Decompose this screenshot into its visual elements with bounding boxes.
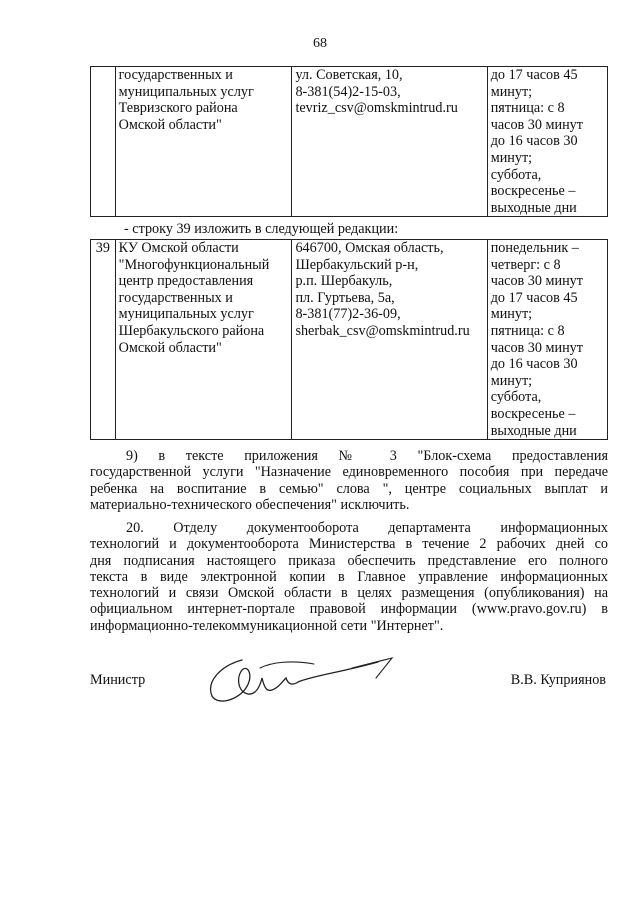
hours-line: четверг: с 8 (490, 256, 561, 273)
institution-name-cell (115, 240, 292, 440)
name-line: муниципальных услуг (118, 83, 254, 100)
institutions-table-bottom (90, 239, 608, 440)
hours-line: выходные дни (490, 422, 577, 439)
hours-line: понедельник – (490, 240, 579, 256)
hours-cell (487, 240, 607, 440)
table-row (91, 240, 608, 440)
hours-line: воскресенье – (490, 405, 576, 422)
hours-line: пятница: с 8 (490, 322, 565, 339)
name-line: государственных и (118, 289, 233, 306)
hours-line: суббота, (490, 389, 542, 406)
institution-name-cell (115, 67, 292, 217)
name-line: Тевризского района (118, 100, 238, 117)
paragraph-20 (90, 520, 608, 634)
hours-line: выходные дни (490, 199, 577, 216)
paragraph-line: государственной услуги "Назначение единовременного пособия при передаче (90, 464, 608, 481)
hours-line: минут; (490, 372, 533, 389)
address-cell (292, 240, 487, 440)
address-line: 8-381(54)2-15-03, (295, 83, 401, 100)
hours-line: воскресенье – (490, 183, 576, 200)
paragraph-line: официальном интернет-портале правовой информации (www.pravo.gov.ru) в (90, 601, 608, 618)
address-line: ул. Советская, 10, (295, 67, 403, 83)
handwritten-signature-icon (202, 648, 402, 708)
paragraph-line: 20. Отделу документооборота департамента информационных (126, 520, 608, 536)
row-number-cell (91, 67, 116, 217)
address-line: sherbak_csv@omskmintrud.ru (295, 322, 470, 339)
address-line: пл. Гуртьева, 5а, (295, 289, 395, 306)
institutions-table-top (90, 66, 608, 217)
hours-line: до 16 часов 30 (490, 356, 578, 373)
name-line: Шербакульского района (118, 322, 265, 339)
name-line: Омской области" (118, 116, 222, 133)
address-line: Шербакульский р-н, (295, 256, 419, 273)
paragraph-9 (90, 448, 608, 513)
name-line: "Многофункциональный (118, 256, 270, 273)
intro-line: - строку 39 изложить в следующей редакции: (124, 221, 399, 237)
paragraph-line: технологий и связи Омской области в целях размещения (опубликования) на (90, 585, 608, 602)
paragraph-line: материально-технического обеспечения" исключить. (90, 496, 410, 513)
hours-line: пятница: с 8 (490, 100, 565, 117)
hours-line: часов 30 минут (490, 339, 583, 356)
paragraph-line: ребенка на воспитание в семью" слова ", центре социальных выплат и (90, 480, 608, 497)
table-row (91, 67, 608, 217)
paragraph-line: дня подписания настоящего приказа обеспечить представление его полного (90, 552, 608, 569)
hours-line: часов 30 минут (490, 116, 583, 133)
signatory-title: Министр (90, 672, 146, 688)
paragraph-line: технологий и документооборота Министерства в течение 2 рабочих дней со (90, 536, 608, 553)
hours-line: часов 30 минут (490, 273, 583, 290)
hours-line: до 17 часов 45 (490, 289, 578, 306)
address-cell (292, 67, 487, 217)
address-line: р.п. Шербакуль, (295, 273, 393, 290)
address-line: 646700, Омская область, (295, 240, 444, 256)
name-line: Омской области" (118, 339, 222, 356)
paragraph-line: текста в виде электронной копии в Главное управление информационных (90, 568, 608, 585)
hours-line: до 16 часов 30 (490, 133, 578, 150)
signatory-name: В.В. Куприянов (510, 672, 606, 688)
address-line: tevriz_csv@omskmintrud.ru (295, 100, 458, 117)
name-line: центр предоставления (118, 273, 254, 290)
page-number: 68 (313, 36, 327, 51)
paragraph-line: информационно-телекоммуникационной сети "Интернет". (90, 617, 444, 634)
name-line: КУ Омской области (118, 240, 239, 256)
address-line: 8-381(77)2-36-09, (295, 306, 401, 323)
paragraph-line: 9) в тексте приложения № 3 "Блок-схема предоставления (126, 448, 608, 464)
row-number-cell: 39 (91, 240, 116, 440)
hours-line: минут; (490, 149, 533, 166)
name-line: муниципальных услуг (118, 306, 254, 323)
hours-cell (487, 67, 607, 217)
hours-line: минут; (490, 83, 533, 100)
hours-line: до 17 часов 45 (490, 67, 578, 83)
name-line: государственных и (118, 67, 233, 83)
hours-line: суббота, (490, 166, 542, 183)
hours-line: минут; (490, 306, 533, 323)
